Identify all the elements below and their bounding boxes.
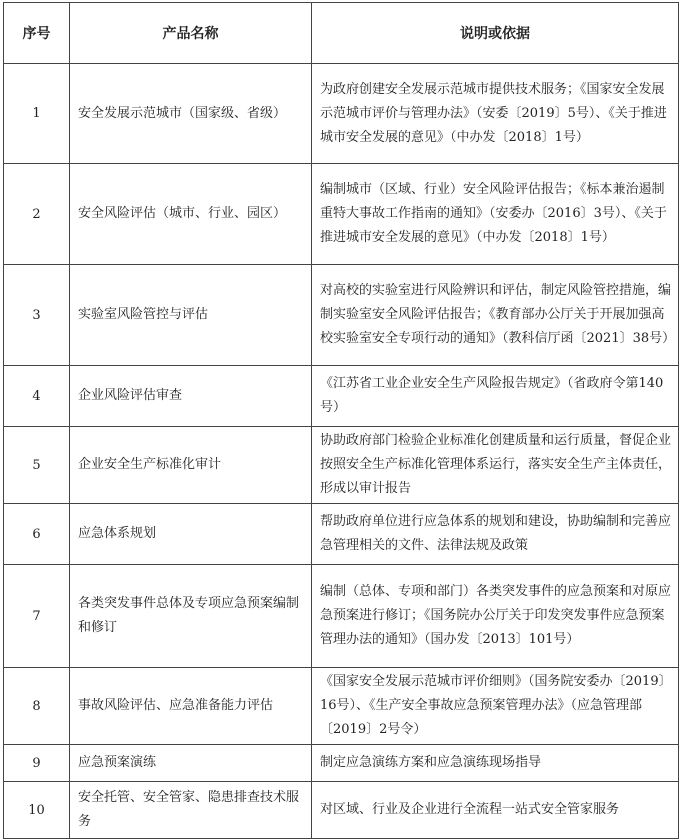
row-index: 9 — [4, 745, 70, 782]
table-row — [4, 504, 679, 565]
row-basis: 《江苏省工业企业安全生产风险报告规定》（省政府令第140号） — [312, 366, 679, 427]
row-basis: 协助政府部门检验企业标准化创建质量和运行质量，督促企业按照安全生产标准化管理体系运行，落实安全生产主体责任，形成以审计报告 — [312, 427, 679, 504]
table-row — [4, 64, 679, 164]
row-product-name: 企业风险评估审查 — [70, 366, 312, 427]
row-basis: 编制城市（区域、行业）安全风险评估报告；《标本兼治遏制重特大事故工作指南的通知》（安委办〔2016〕3号）、《关于推进城市安全发展的意见》（中办发〔2018〕1号） — [312, 164, 679, 265]
table-row — [4, 782, 679, 839]
table-row — [4, 427, 679, 504]
row-product-name: 企业安全生产标准化审计 — [70, 427, 312, 504]
row-product-name: 安全托管、安全管家、隐患排查技术服务 — [70, 782, 312, 839]
row-product-name: 应急预案演练 — [70, 745, 312, 782]
row-basis: 为政府创建安全发展示范城市提供技术服务；《国家安全发展示范城市评价与管理办法》（安委〔2019〕5号）、《关于推进城市安全发展的意见》（中办发〔2018〕1号） — [312, 64, 679, 164]
row-product-name: 事故风险评估、应急准备能力评估 — [70, 668, 312, 745]
header-index: 序号 — [4, 3, 70, 64]
table-row — [4, 668, 679, 745]
table-row — [4, 366, 679, 427]
table-row — [4, 565, 679, 668]
row-index: 10 — [4, 782, 70, 839]
row-product-name: 安全发展示范城市（国家级、省级） — [70, 64, 312, 164]
row-index: 2 — [4, 164, 70, 265]
row-index: 6 — [4, 504, 70, 565]
row-product-name: 安全风险评估（城市、行业、园区） — [70, 164, 312, 265]
row-index: 4 — [4, 366, 70, 427]
table-row — [4, 164, 679, 265]
row-basis: 《国家安全发展示范城市评价细则》（国务院安委办〔2019〕16号）、《生产安全事故应急预案管理办法》（应急管理部〔2019〕2号令） — [312, 668, 679, 745]
row-basis: 编制（总体、专项和部门）各类突发事件的应急预案和对原应急预案进行修订；《国务院办公厅关于印发突发事件应急预案管理办法的通知》（国办发〔2013〕101号） — [312, 565, 679, 668]
row-basis: 对高校的实验室进行风险辨识和评估，制定风险管控措施，编制实验室安全风险评估报告；《教育部办公厅关于开展加强高校实验室安全专项行动的通知》（教科信厅函〔2021〕38号） — [312, 265, 679, 366]
row-basis: 帮助政府单位进行应急体系的规划和建设，协助编制和完善应急管理相关的文件、法律法规及政策 — [312, 504, 679, 565]
table-row — [4, 745, 679, 782]
row-basis: 对区域、行业及企业进行全流程一站式安全管家服务 — [312, 782, 679, 839]
header-basis: 说明或依据 — [312, 3, 679, 64]
row-index: 7 — [4, 565, 70, 668]
row-index: 1 — [4, 64, 70, 164]
row-basis: 制定应急演练方案和应急演练现场指导 — [312, 745, 679, 782]
header-name: 产品名称 — [70, 3, 312, 64]
row-product-name: 各类突发事件总体及专项应急预案编制和修订 — [70, 565, 312, 668]
row-product-name: 实验室风险管控与评估 — [70, 265, 312, 366]
row-index: 3 — [4, 265, 70, 366]
table-row — [4, 265, 679, 366]
row-index: 8 — [4, 668, 70, 745]
service-table — [3, 2, 679, 839]
row-product-name: 应急体系规划 — [70, 504, 312, 565]
header-row — [4, 3, 679, 64]
row-index: 5 — [4, 427, 70, 504]
